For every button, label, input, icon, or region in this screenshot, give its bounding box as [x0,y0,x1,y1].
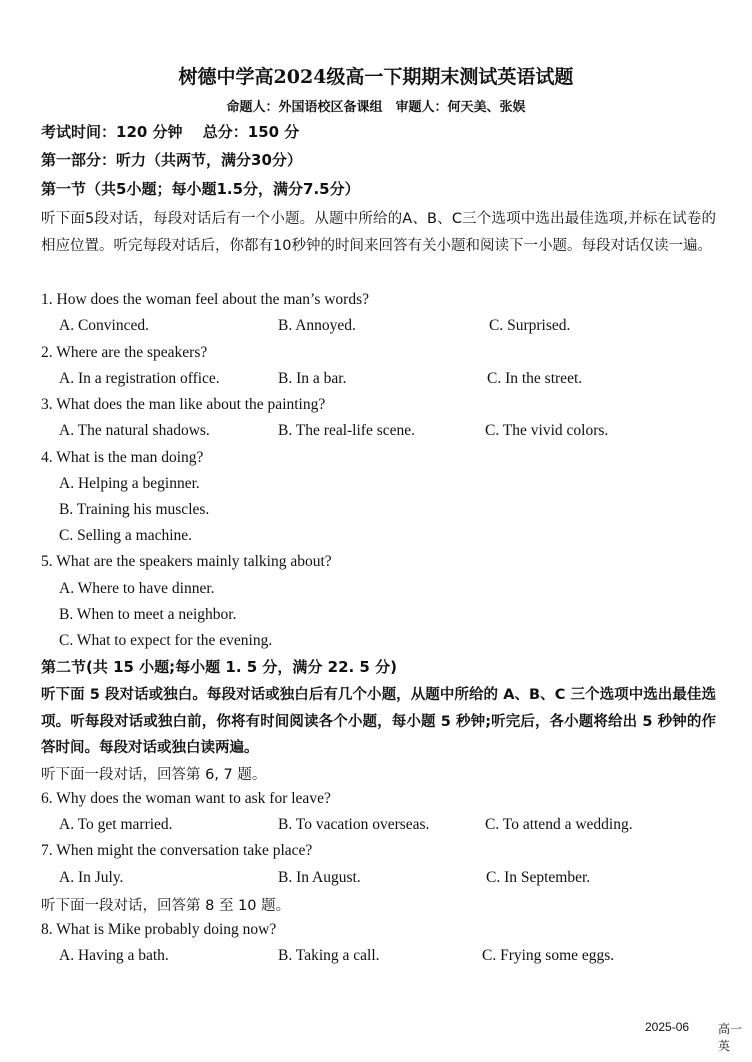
q3-option-b: B. The real-life scene. [278,422,415,439]
section2-instructions: 听下面 5 段对话或独白。每段对话或独白后有几个小题，从题中所给的 A、B、C 三个选项中选出最佳选项。听每段对话或独白前，你将有时间阅读各个小题，每小题 5 秒钟;听完后，各小题将给出 5 秒钟的作答时间。每段对话或独白读两遍。 [41,687,716,756]
q8-option-a: A. Having a bath. [59,947,169,964]
question-1: 1. How does the woman feel about the man’s words? [41,291,370,308]
q5-option-a: A. Where to have dinner. [59,580,215,597]
q2-option-b: B. In a bar. [278,370,347,387]
part1-heading: 第一部分：听力（共两节，满分30分） [41,151,302,169]
prompt-6-7: 听下面一段对话，回答第 6, 7 题。 [41,767,267,783]
q2-option-a: A. In a registration office. [59,370,220,387]
section1-heading: 第一节（共5小题；每小题1.5分，满分7.5分） [41,180,360,198]
q7-option-b: B. In August. [278,869,361,886]
footer-date: 2025-06 [645,1020,690,1034]
q4-option-b: B. Training his muscles. [59,501,210,518]
q5-option-b: B. When to meet a neighbor. [59,606,237,623]
q8-option-c: C. Frying some eggs. [482,947,615,964]
page-subtitle: 命题人：外国语校区备课组 审题人：何天美、张娱 [226,100,526,115]
question-7: 7. When might the conversation take place? [41,842,313,859]
q3-option-a: A. The natural shadows. [59,422,210,439]
question-6: 6. Why does the woman want to ask for leave? [41,790,331,807]
q2-option-c: C. In the street. [487,370,583,387]
footer-label: 高一英 [718,1022,743,1053]
q1-option-b: B. Annoyed. [278,317,356,334]
question-4: 4. What is the man doing? [41,449,204,466]
question-5: 5. What are the speakers mainly talking about? [41,553,332,570]
q6-option-a: A. To get married. [59,816,173,833]
q1-option-a: A. Convinced. [59,317,149,334]
q7-option-a: A. In July. [59,869,124,886]
q3-option-c: C. The vivid colors. [485,422,609,439]
question-8: 8. What is Mike probably doing now? [41,921,277,938]
page-title: 树德中学高2024级高一下期期末测试英语试题 [178,66,574,88]
q6-option-b: B. To vacation overseas. [278,816,430,833]
q4-option-a: A. Helping a beginner. [59,475,200,492]
q6-option-c: C. To attend a wedding. [485,816,633,833]
q4-option-c: C. Selling a machine. [59,527,193,544]
section1-instructions: 听下面5段对话，每段对话后有一个小题。从题中所给的A、B、C三个选项中选出最佳选项,并标在试卷的相应位置。听完每段对话后，你都有10秒钟的时间来回答有关小题和阅读下一小题。每段对话仅读一遍。 [41,211,716,254]
q8-option-b: B. Taking a call. [278,947,380,964]
question-2: 2. Where are the speakers? [41,344,208,361]
q7-option-c: C. In September. [486,869,591,886]
q5-option-c: C. What to expect for the evening. [59,632,273,649]
prompt-8-10: 听下面一段对话，回答第 8 至 10 题。 [41,898,291,914]
section2-heading: 第二节(共 15 小题;每小题 1. 5 分，满分 22. 5 分) [41,658,397,676]
question-3: 3. What does the man like about the painting? [41,396,326,413]
exam-info: 考试时间：120 分钟 总分：150 分 [41,123,300,141]
q1-option-c: C. Surprised. [489,317,571,334]
